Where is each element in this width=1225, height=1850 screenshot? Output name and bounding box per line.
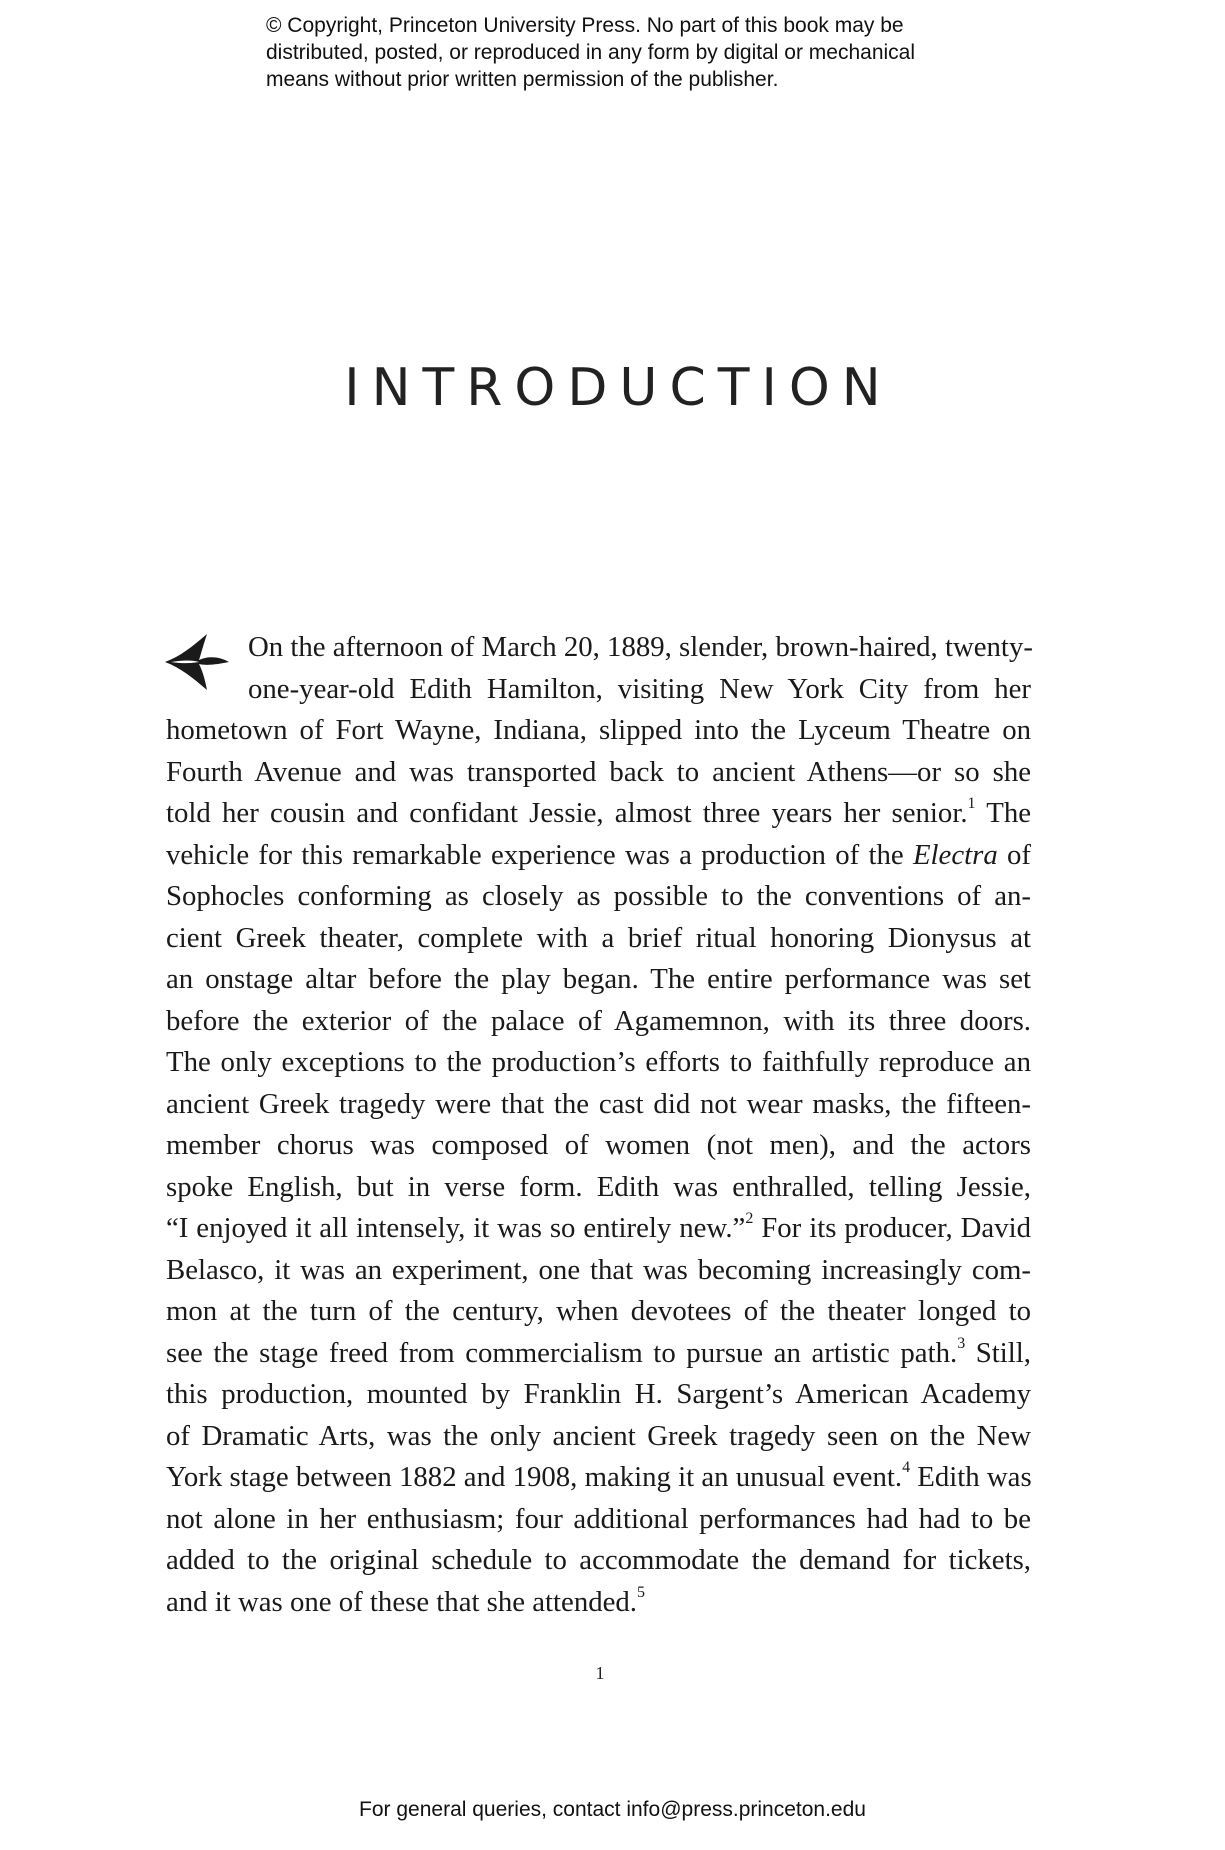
text-line [166,793,1031,835]
line-text: cient Greek theater, complete with a brief ritual honoring Dionysus at [166,921,1031,954]
text-line [166,1582,1031,1624]
line-text: mon at the turn of the century, when devotees of the theater longed to [166,1295,1031,1327]
text-line [166,1374,1031,1416]
copyright-notice [266,12,1006,93]
line-text: The only exceptions to the production’s efforts to faithfully reproduce an [166,1046,1031,1078]
line-text: Sophocles conforming as closely as possible to the conventions of an- [166,880,1031,912]
text-line [166,1250,1031,1292]
line-text-after: Edith was [910,1461,1032,1493]
chapter-title: INTRODUCTION [344,358,893,418]
footnote-marker: 3 [957,1334,966,1352]
text-line [166,1540,1031,1582]
line-text: see the stage freed from commercialism to pursue an artistic path. [166,1336,958,1369]
line-text: “I enjoyed it all intensely, it was so entirely new.” [166,1212,746,1244]
text-line [166,959,1031,1001]
line-text: spoke English, but in verse form. Edith was enthralled, telling Jessie, [166,1170,1031,1203]
line-text: told her cousin and confidant Jessie, almost three years her senior. [166,797,968,829]
line-text-after: For its producer, David [753,1212,1031,1244]
footnote-marker: 5 [637,1583,646,1601]
text-line [166,1291,1031,1333]
text-line [166,1457,1031,1499]
text-line [166,1208,1031,1250]
text-line [166,1167,1031,1209]
text-line [166,669,1031,711]
copyright-line: © Copyright, Princeton University Press. No part of this book may be [266,14,904,37]
text-line [166,1125,1031,1167]
body-paragraph [166,627,1031,1623]
line-text-after: Still, [965,1336,1031,1369]
footnote-marker: 2 [745,1210,754,1228]
text-line [166,627,1031,669]
text-line [166,752,1031,794]
text-line [166,1042,1031,1084]
footer-contact: For general queries, contact info@press.princeton.edu [359,1798,866,1821]
line-text: added to the original schedule to accommodate the demand for tickets, [166,1544,1031,1576]
copyright-line: means without prior written permission of the publisher. [266,68,779,91]
line-text-after: The [975,797,1032,829]
text-line [166,876,1031,918]
text-line [166,1084,1031,1126]
line-text: before the exterior of the palace of Agamemnon, with its three doors. [166,1004,1031,1037]
footnote-marker: 1 [967,795,976,813]
line-text: hometown of Fort Wayne, Indiana, slipped into the Lyceum Theatre on [166,714,1031,746]
text-line [166,1499,1031,1541]
line-text: ancient Greek tragedy were that the cast did not wear masks, the fifteen- [166,1087,1031,1120]
footnote-marker: 4 [902,1459,911,1477]
copyright-line: distributed, posted, or reproduced in any form by digital or mechanical [266,41,916,64]
text-line [166,1001,1031,1043]
line-text: York stage between 1882 and 1908, making it an unusual event. [166,1461,903,1493]
line-text: one-year-old Edith Hamilton, visiting New York City from her [248,672,1031,705]
italic-title: Electra [912,838,998,871]
line-text-after: of [997,838,1031,871]
line-text: Belasco, it was an experiment, one that was becoming increasingly com- [166,1253,1031,1286]
text-line [166,1333,1031,1375]
text-line [166,710,1031,752]
line-text: member chorus was composed of women (not men), and the actors [166,1129,1031,1161]
text-line [166,1416,1031,1458]
line-text: an onstage altar before the play began. The entire performance was set [166,963,1031,995]
line-text: On the afternoon of March 20, 1889, slender, brown-haired, twenty- [248,631,1033,663]
text-line [166,835,1031,877]
line-text: of Dramatic Arts, was the only ancient Greek tragedy seen on the New [166,1419,1031,1452]
line-text: not alone in her enthusiasm; four additional performances had had to be [166,1502,1031,1535]
line-text: vehicle for this remarkable experience was a production of the [166,838,913,871]
page-number: 1 [595,1663,605,1683]
line-text: this production, mounted by Franklin H. Sargent’s American Academy [166,1378,1031,1410]
text-line [166,918,1031,960]
line-text: Fourth Avenue and was transported back to ancient Athens—or so she [166,755,1031,788]
line-text: and it was one of these that she attended. [166,1585,638,1618]
